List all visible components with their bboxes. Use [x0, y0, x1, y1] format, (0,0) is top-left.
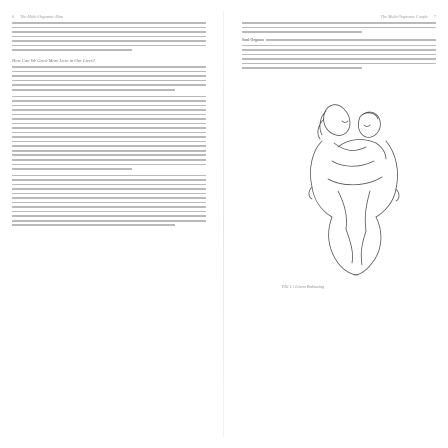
paragraph-block: [12, 22, 206, 51]
paragraph-block: [12, 96, 206, 170]
embracing-couple-icon: [282, 91, 432, 281]
right-running-head: [242, 14, 436, 22]
paragraph-block: [12, 175, 206, 226]
left-folio: 6: [12, 14, 15, 19]
right-page: [236, 0, 448, 448]
page-gutter: [223, 10, 224, 438]
right-running-title: The Multi-Orgasmic Couple: [380, 14, 428, 19]
paragraph-block: [12, 66, 206, 90]
left-running-title: The Multi-Orgasmic Man: [20, 14, 63, 19]
left-running-head: [12, 14, 206, 22]
paragraph-block: [242, 22, 436, 33]
figure-caption: FIG 1.1 Lovers Embracing: [282, 284, 325, 289]
figure-illustration: [282, 91, 432, 281]
section-heading: How Can We Grow More Love in Our Lives?: [12, 57, 95, 63]
right-folio: 7: [433, 14, 436, 19]
paragraph-block: [242, 39, 436, 69]
section-lead: Soul Orgasm: [242, 37, 264, 42]
left-page: [0, 0, 212, 448]
